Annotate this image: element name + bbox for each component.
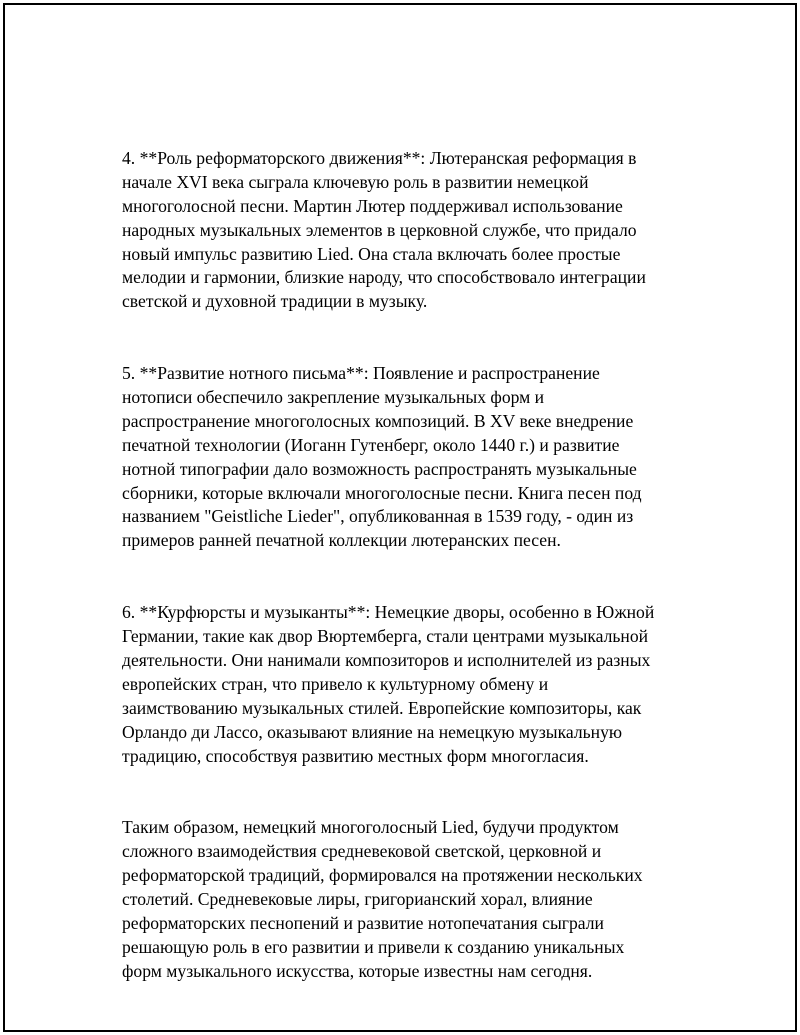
paragraph-electors-musicians: 6. **Курфюрсты и музыканты**: Немецкие дворы, особенно в Южной Германии, такие как двор Вюртемберга, стали центрами музыкальной деятельности. Они нанимали композиторов и исполнителей из разных европейских стран, что привело к культурному обмену и заимствованию музыкальных стилей. Европейские композиторы, как Орландо ди Лассо, оказывают влияние на немецкую музыкальную традицию, способствуя развитию местных форм многогласия. (122, 602, 655, 766)
document-body (122, 123, 682, 1031)
paragraph-reformation: 4. **Роль реформаторского движения**: Лютеранская реформация в начале XVI века сыграла ключевую роль в развитии немецкой многоголосной песни. Мартин Лютер поддерживал использование народных музыкальных элементов в церковной службе, что придало новый импульс развитию Lied. Она стала включать более простые мелодии и гармонии, близкие народу, что способствовало интеграции светской и духовной традиции в музыку. (122, 147, 646, 312)
page-frame (3, 3, 797, 1032)
paragraph-music-notation: 5. **Развитие нотного письма**: Появление и распространение нотописи обеспечило закрепление музыкальных форм и распространение многоголосных композиций. В XV веке внедрение печатной технологии (Иоганн Гутенберг, около 1440 г.) и развитие нотной типографии дало возможность распространять музыкальные сборники, которые включали многоголосные песни. Книга песен под названием "Geistliche Lieder", опубликованная в 1539 году, - один из примеров ранней печатной коллекции лютеранских песен. (122, 363, 642, 551)
paragraph-conclusion: Таким образом, немецкий многоголосный Lied, будучи продуктом сложного взаимодействия средневековой светской, церковной и реформаторской традиций, формировался на протяжении нескольких столетий. Средневековые лиры, григорианский хорал, влияние реформаторских песнопений и развитие нотопечатания сыграли решающую роль в его развитии и привели к созданию уникальных форм музыкального искусства, которые известны нам сегодня. (122, 817, 643, 981)
